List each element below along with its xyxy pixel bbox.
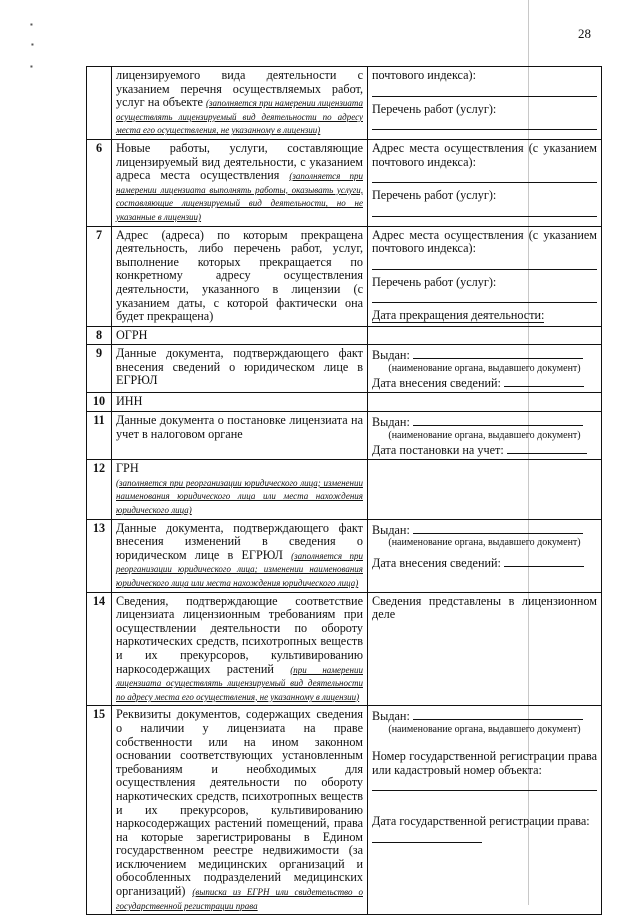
works-field[interactable] — [372, 203, 597, 217]
table-row — [87, 460, 602, 519]
row-description-text: Сведения, подтверждающие соответствие лицензиата лицензионным требованиям при осуществлении деятельности по обороту наркотических средств, психотропных веществ и их прекурсоров, культивированию наркосодержащих растений — [116, 593, 363, 676]
row-number: 8 — [87, 326, 112, 345]
works-field[interactable] — [372, 116, 597, 130]
row-number: 15 — [87, 706, 112, 915]
date-field[interactable] — [504, 375, 584, 387]
address-label: Адрес места осуществления (с указанием почтового индекса): — [372, 227, 597, 256]
row-description: ОГРН — [112, 326, 368, 345]
date-label: Дата внесения сведений: — [372, 375, 501, 390]
row-number: 9 — [87, 345, 112, 393]
row-description-text: Новые работы, услуги, составляющие лицензируемый вид деятельности, с указанием адреса места осуществления — [116, 140, 363, 183]
row-number: 12 — [87, 460, 112, 519]
row-description-text: Данные документа, подтверждающего факт внесения изменений в сведения о юридическом лице в ЕГРЮЛ — [116, 520, 363, 562]
margin-mark: ▪ — [31, 40, 34, 49]
issued-caption: (наименование органа, выдавшего документ) — [388, 537, 581, 549]
row-description — [112, 67, 368, 140]
row-value — [368, 412, 602, 460]
table-row — [87, 139, 602, 226]
row-description-text: Реквизиты документов, содержащих сведения о наличии у лицензиата на праве собственности или на ином законном основании соответствующих установленным требованиям и необходимых для осуществления деятельности по обороту наркотических средств, психотропных веществ и их прекурсоров, культивированию наркосодержащих растений помещений, права на которые зарегистрированы в Едином государственном реестре недвижимости (за исключением медицинских организаций и обособленных подразделений медицинских организаций) — [116, 707, 363, 899]
table-row — [87, 345, 602, 393]
row-note: (заполняется при реорганизации юридического лица; изменении наименования юридического лица или места нахождения юридического лица) — [116, 550, 363, 588]
row-description-text: лицензируемого вида деятельности с указанием перечня осуществляемых работ, услуг на объекте — [116, 68, 363, 110]
row-value — [368, 519, 602, 592]
issued-label: Выдан: — [372, 522, 410, 537]
row-description — [112, 706, 368, 915]
page-number: 28 — [578, 26, 591, 41]
row-note: (заполняется при намерении лицензиата выполнять работы, оказывать услуги, составляющие лицензируемый вид деятельности, но не указанные в лицензии) — [116, 171, 363, 222]
row-number: 14 — [87, 592, 112, 706]
row-description-text: ГРН — [116, 461, 139, 476]
margin-mark: ▪ — [30, 20, 33, 29]
license-form-table — [86, 66, 602, 915]
margin-mark: ▪ — [30, 62, 33, 71]
issued-field[interactable] — [413, 347, 583, 359]
row-value — [368, 226, 602, 326]
address-field[interactable] — [372, 256, 597, 270]
row-number: 10 — [87, 393, 112, 412]
address-field[interactable] — [372, 83, 597, 97]
row-note: (при намерении лицензиата осуществлять лицензируемый вид деятельности по адресу места его осуществления, не указанному в лицензии) — [116, 664, 363, 702]
address-label: Адрес места осуществления (с указанием почтового индекса): — [372, 140, 597, 169]
termination-date-label: Дата прекращения деятельности: — [372, 308, 545, 323]
date-field[interactable] — [507, 442, 587, 454]
issued-field[interactable] — [413, 414, 583, 426]
row-number: 6 — [87, 139, 112, 226]
table-row — [87, 67, 602, 140]
table-row — [87, 412, 602, 460]
table-row — [87, 226, 602, 326]
row-description — [112, 592, 368, 706]
row-number: 11 — [87, 412, 112, 460]
row-number — [87, 67, 112, 140]
row-value — [368, 139, 602, 226]
issued-caption: (наименование органа, выдавшего документ) — [388, 429, 581, 441]
table-row — [87, 592, 602, 706]
row-value: Сведения представлены в лицензионном деле — [368, 592, 602, 706]
row-value — [368, 67, 602, 140]
registration-date-field[interactable] — [372, 829, 482, 843]
registration-number-label: Номер государственной регистрации права или кадастровый номер объекта: — [372, 748, 597, 777]
inn-field[interactable] — [368, 393, 602, 412]
issued-caption: (наименование органа, выдавшего документ) — [388, 723, 581, 735]
works-list-label: Перечень работ (услуг): — [372, 188, 497, 203]
row-description — [112, 460, 368, 519]
row-description: Адрес (адреса) по которым прекращена деятельность, либо перечень работ, услуг, выполнение которых прекращается по конкретному адресу осуществления деятельности, указанного в лицензии (с указанием даты, с которой фактически она будет прекращена) — [112, 226, 368, 326]
issued-field[interactable] — [413, 708, 583, 720]
issued-field[interactable] — [413, 522, 583, 534]
table-row — [87, 519, 602, 592]
registration-date-label: Дата государственной регистрации права: — [372, 814, 590, 829]
row-description — [112, 139, 368, 226]
date-label: Дата внесения сведений: — [372, 556, 501, 571]
row-number: 7 — [87, 226, 112, 326]
row-description: Данные документа о постановке лицензиата на учет в налоговом органе — [112, 412, 368, 460]
address-field[interactable] — [372, 169, 597, 183]
registration-number-field[interactable] — [372, 777, 597, 791]
row-note: (выписка из ЕГРН или свидетельство о государственной регистрации права — [116, 887, 363, 911]
issued-caption: (наименование органа, выдавшего документ) — [388, 362, 581, 374]
row-number: 13 — [87, 519, 112, 592]
postal-index-label: почтового индекса): — [372, 68, 476, 82]
table-row — [87, 326, 602, 345]
row-note: (заполняется при намерении лицензиата осуществлять лицензируемый вид деятельности по адресу места его осуществления, не указанному в лицензии) — [116, 98, 364, 136]
date-field[interactable] — [504, 555, 584, 567]
works-list-label: Перечень работ (услуг): — [372, 101, 497, 116]
grn-field[interactable] — [368, 460, 602, 519]
issued-label: Выдан: — [372, 709, 410, 724]
works-list-label: Перечень работ (услуг): — [372, 274, 497, 289]
issued-label: Выдан: — [372, 348, 410, 363]
works-field[interactable] — [372, 289, 597, 303]
table-row — [87, 706, 602, 915]
row-description — [112, 519, 368, 592]
row-description: ИНН — [112, 393, 368, 412]
ogrn-field[interactable] — [368, 326, 602, 345]
row-value — [368, 706, 602, 915]
row-note: (заполняется при реорганизации юридического лица; изменении наименования юридического лица или места нахождения юридического лица) — [116, 477, 363, 516]
date-label: Дата постановки на учет: — [372, 442, 504, 457]
issued-label: Выдан: — [372, 415, 410, 430]
row-description: Данные документа, подтверждающего факт внесения сведений о юридическом лице в ЕГРЮЛ — [112, 345, 368, 393]
table-row — [87, 393, 602, 412]
row-value — [368, 345, 602, 393]
